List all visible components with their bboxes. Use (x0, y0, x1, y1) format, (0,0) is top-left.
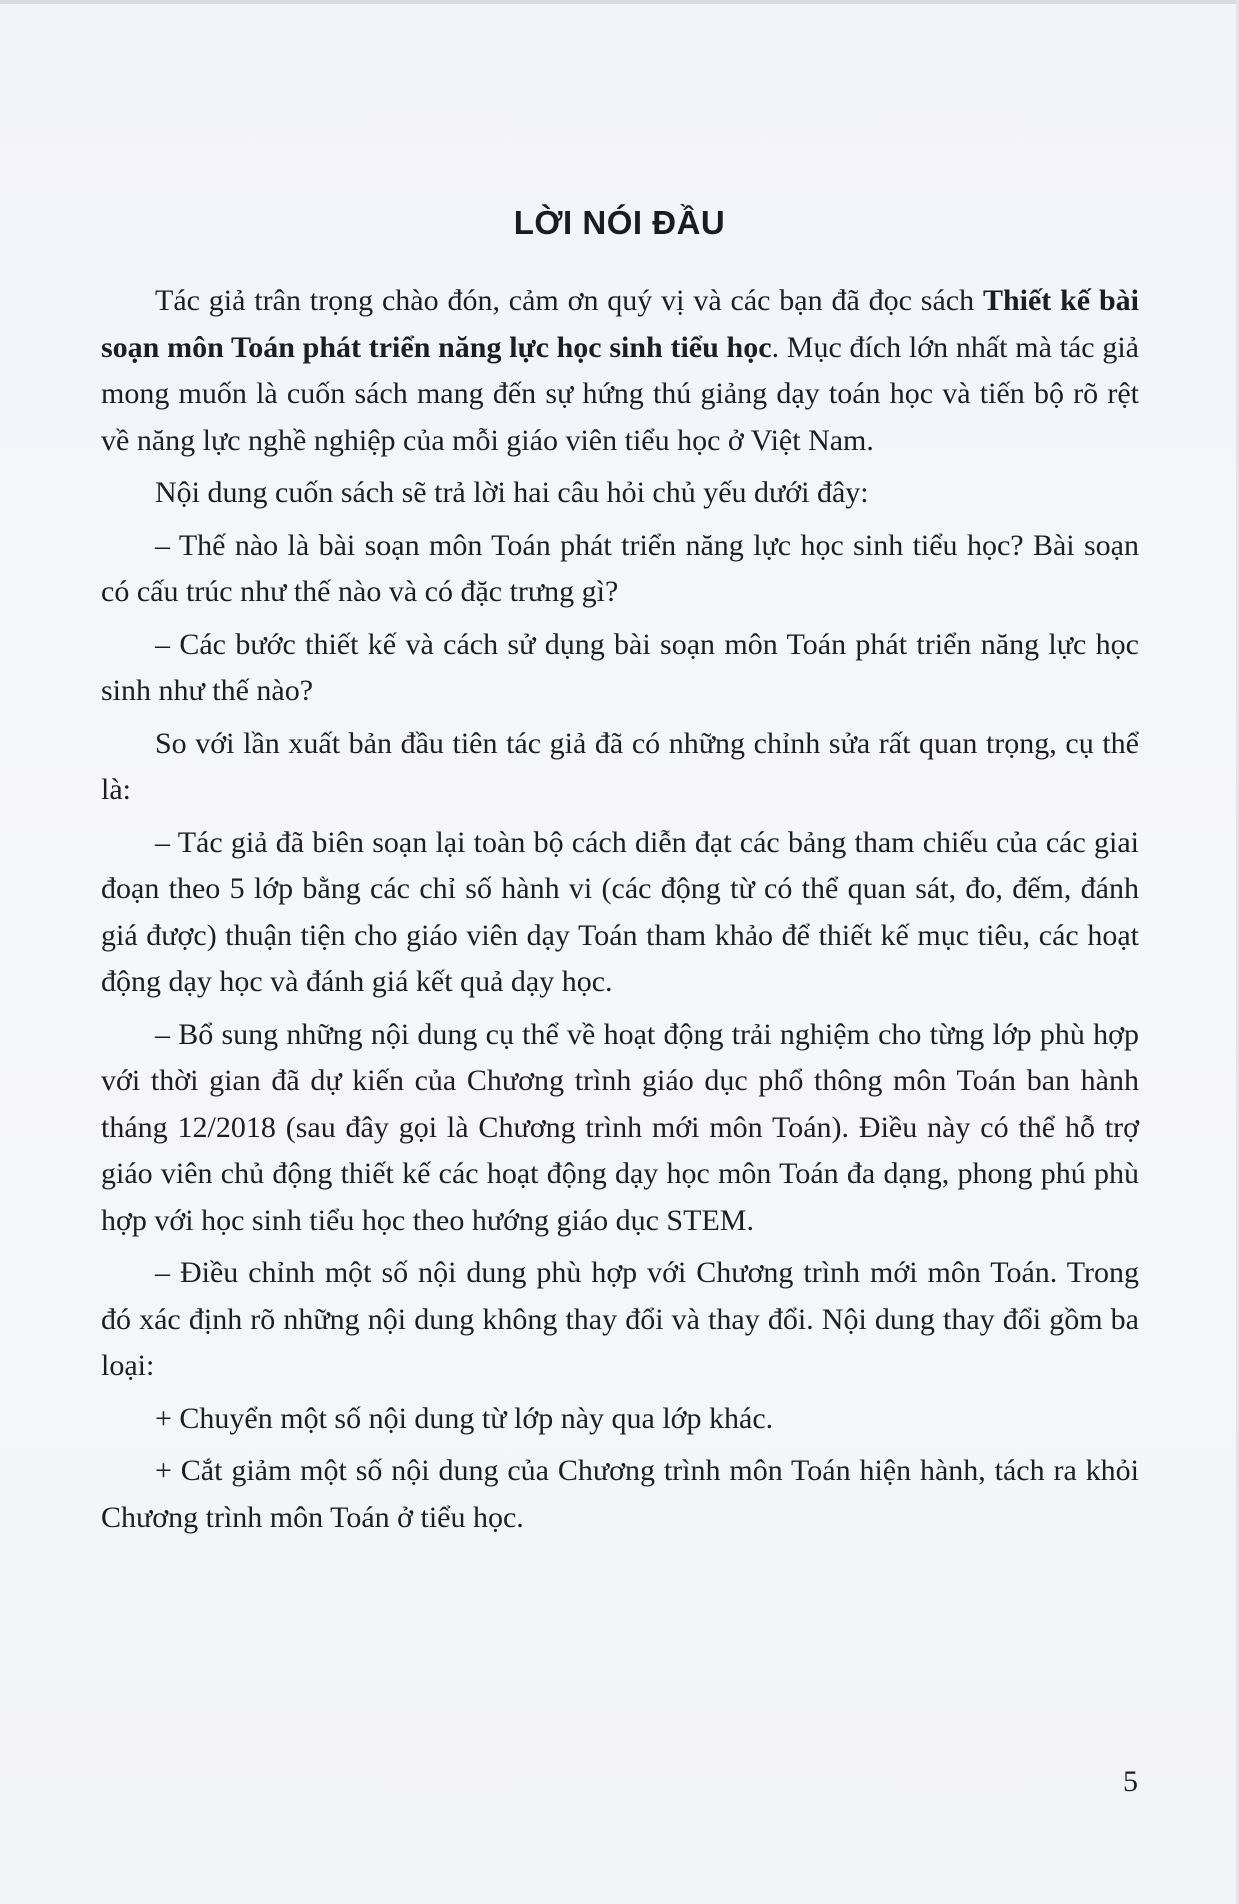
paragraph-2: Nội dung cuốn sách sẽ trả lời hai câu hỏi chủ yếu dưới đây: (155, 476, 869, 509)
page-title: LỜI NÓI ĐẦU (513, 204, 726, 241)
paragraph-1-intro: Tác giả trân trọng chào đón, cảm ơn quý vị và các bạn đã đọc sách (155, 284, 983, 317)
page-top-edge (0, 0, 1239, 4)
paragraph-3: – Thế nào là bài soạn môn Toán phát triển năng lực học sinh tiểu học? Bài soạn có cấu trúc như thế nào và có đặc trưng gì? (101, 528, 1139, 608)
paragraph-5: So với lần xuất bản đầu tiên tác giả đã có những chỉnh sửa rất quan trọng, cụ thể là: (101, 726, 1139, 806)
paragraph-9: + Chuyển một số nội dung từ lớp này qua lớp khác. (155, 1401, 774, 1435)
paragraph-8: – Điều chỉnh một số nội dung phù hợp với Chương trình mới môn Toán. Trong đó xác định rõ những nội dung không thay đổi và thay đổi. Nội dung thay đổi gồm ba loại: (101, 1256, 1139, 1382)
book-title-bold: Thiết kế bài soạn môn Toán phát triển năng lực học sinh tiểu học (101, 284, 1139, 364)
paragraph-1 (101, 278, 1139, 464)
paragraph-6: – Tác giả đã biên soạn lại toàn bộ cách diễn đạt các bảng tham chiếu của các giai đoạn theo 5 lớp bằng các chỉ số hành vi (các động từ có thể quan sát, đo, đếm, đánh giá được) thuận tiện cho giáo viên dạy Toán tham khảo để thiết kế mục tiêu, các hoạt động dạy học và đánh giá kết quả dạy học. (101, 825, 1139, 998)
paragraph-4: – Các bước thiết kế và cách sử dụng bài soạn môn Toán phát triển năng lực học sinh như thế nào? (101, 627, 1139, 707)
page-number: 5 (1123, 1765, 1138, 1798)
preface-body (101, 278, 1139, 1547)
paragraph-10: + Cắt giảm một số nội dung của Chương trình môn Toán hiện hành, tách ra khỏi Chương trình môn Toán ở tiểu học. (101, 1454, 1139, 1534)
paragraph-1-rest: . Mục đích lớn nhất mà tác giả mong muốn là cuốn sách mang đến sự hứng thú giảng dạy toán học và tiến bộ rõ rệt về năng lực nghề nghiệp của mỗi giáo viên tiểu học ở Việt Nam. (101, 330, 1139, 457)
paragraph-7: – Bổ sung những nội dung cụ thể về hoạt động trải nghiệm cho từng lớp phù hợp với thời gian đã dự kiến của Chương trình giáo dục phổ thông môn Toán ban hành tháng 12/2018 (sau đây gọi là Chương trình mới môn Toán). Điều này có thể hỗ trợ giáo viên chủ động thiết kế các hoạt động dạy học môn Toán đa dạng, phong phú phù hợp với học sinh tiểu học theo hướng giáo dục STEM. (101, 1017, 1139, 1237)
